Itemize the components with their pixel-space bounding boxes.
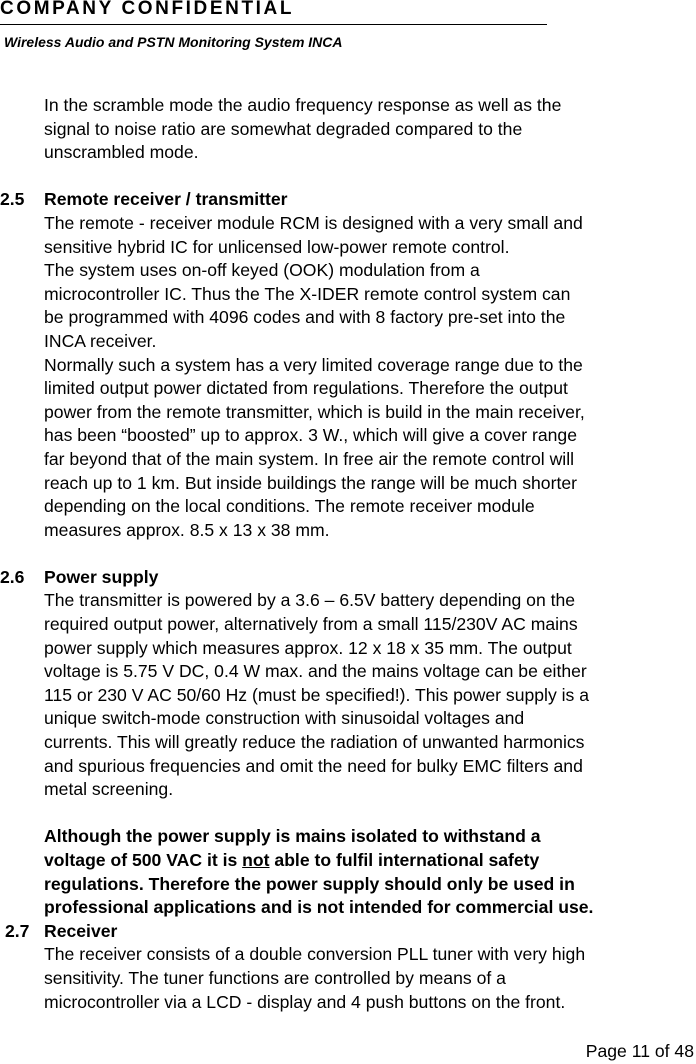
paragraph-line: unique switch-mode construction with sinusoidal voltages and [44,708,525,729]
paragraph-line: power supply which measures approx. 12 x 18 x 35 mm. The output [44,637,572,658]
paragraph-line: 115 or 230 V AC 50/60 Hz (must be specified!). This power supply is a [44,684,590,705]
warning-line: Although the power supply is mains isolated to withstand a [44,826,541,847]
paragraph-line: required output power, alternatively from a small 115/230V AC mains [44,614,578,635]
warning-line: professional applications and is not intended for commercial use. [44,897,594,918]
paragraph-line: INCA receiver. [44,330,157,351]
paragraph-line: be programmed with 4096 codes and with 8 factory pre-set into the [44,307,566,328]
paragraph-line: The system uses on-off keyed (OOK) modulation from a [44,260,480,281]
safety-warning [0,825,696,919]
warning-line: regulations. Therefore the power supply should only be used in [44,873,575,894]
paragraph-line: metal screening. [44,779,174,800]
document-body [0,94,696,1014]
paragraph-line: The transmitter is powered by a 3.6 – 6.5V battery depending on the [44,590,576,611]
section-heading-2-5 [0,188,696,212]
warning-text: able to fulfil international safety [269,850,540,870]
paragraph-line: microcontroller via a LCD - display and 4 push buttons on the front. [44,991,566,1012]
paragraph-line: voltage is 5.75 V DC, 0.4 W max. and the mains voltage can be either [44,661,587,682]
paragraph-line: unscrambled mode. [44,142,199,163]
section-number: 2.6 [0,566,25,587]
header-divider [0,24,547,25]
section-title: Remote receiver / transmitter [44,189,288,210]
paragraph-line: In the scramble mode the audio frequency response as well as the [44,95,562,115]
paragraph-line: reach up to 1 km. But inside buildings the range will be much shorter [44,472,577,493]
paragraph-line: microcontroller IC. Thus the The X-IDER remote control system can [44,283,571,304]
paragraph-line: and spurious frequencies and omit the need for bulky EMC filters and [44,755,583,776]
document-header-subtitle: Wireless Audio and PSTN Monitoring System INCA [4,34,343,50]
warning-line [44,849,696,873]
intro-paragraph [0,94,696,165]
paragraph-line: sensitivity. The tuner functions are controlled by means of a [44,967,506,988]
paragraph-line: power from the remote transmitter, which is build in the main receiver, [44,401,585,422]
paragraph-line: Normally such a system has a very limited coverage range due to the [44,354,583,375]
paragraph-line: has been “boosted” up to approx. 3 W., which will give a cover range [44,425,577,446]
section-title: Power supply [44,566,159,587]
section-title: Receiver [44,920,118,941]
paragraph-line: far beyond that of the main system. In free air the remote control will [44,448,575,469]
section-2-6-body [0,589,696,801]
warning-text: voltage of 500 VAC it is [44,850,243,870]
paragraph-line: sensitive hybrid IC for unlicensed low-power remote control. [44,236,510,257]
paragraph-line: depending on the local conditions. The remote receiver module [44,496,535,517]
paragraph-line: measures approx. 8.5 x 13 x 38 mm. [44,519,330,540]
section-heading-2-6 [0,566,696,590]
warning-underlined-text: not [242,850,270,870]
section-2-7-body [0,943,696,1014]
section-2-5-body [0,212,696,542]
paragraph-line: signal to noise ratio are somewhat degraded compared to the [44,118,523,139]
section-heading-2-7 [0,920,696,944]
document-header-title: COMPANY CONFIDENTIAL [0,0,295,19]
section-number: 2.5 [0,189,25,210]
paragraph-line: currents. This will greatly reduce the radiation of unwanted harmonics [44,732,585,753]
section-number: 2.7 [5,920,30,941]
paragraph-line: The remote - receiver module RCM is designed with a very small and [44,212,583,233]
paragraph-line: The receiver consists of a double conversion PLL tuner with very high [44,944,586,965]
paragraph-line: limited output power dictated from regulations. Therefore the output [44,378,568,399]
page-number: Page 11 of 48 [585,1041,694,1061]
